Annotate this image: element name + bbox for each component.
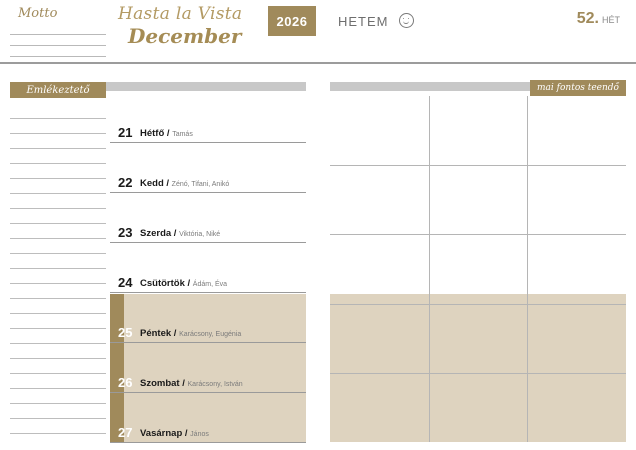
week-word-label: HETEM xyxy=(338,14,389,29)
month-title: December xyxy=(128,24,242,48)
motto-line[interactable] xyxy=(10,46,106,57)
reminder-line[interactable] xyxy=(10,359,106,374)
reminder-line[interactable] xyxy=(10,299,106,314)
day-namedays: Viktória, Niké xyxy=(179,231,221,238)
decorative-script-title: Hasta la Vista xyxy=(118,4,243,24)
day-row[interactable] xyxy=(110,142,306,193)
day-row[interactable] xyxy=(110,92,306,143)
day-name: Csütörtök / Ádám, Éva xyxy=(140,278,228,289)
day-name: Kedd / Zénó, Tifani, Anikó xyxy=(140,178,230,189)
week-number-value: 52. xyxy=(576,10,599,27)
reminder-line[interactable] xyxy=(10,344,106,359)
reminder-line[interactable] xyxy=(10,404,106,419)
day-namedays: Karácsony, István xyxy=(187,381,243,388)
day-row[interactable] xyxy=(110,392,306,443)
todo-shaded-area xyxy=(330,294,626,442)
reminder-line[interactable] xyxy=(10,374,106,389)
day-row[interactable] xyxy=(110,292,306,343)
day-row[interactable] xyxy=(110,242,306,293)
reminder-line[interactable] xyxy=(10,329,106,344)
reminder-line[interactable] xyxy=(10,179,106,194)
header-divider xyxy=(0,62,636,64)
day-namedays: Zénó, Tifani, Anikó xyxy=(171,181,230,188)
grid-vline xyxy=(527,96,528,442)
day-name: Vasárnap / János xyxy=(140,428,209,439)
todo-grid[interactable] xyxy=(330,96,626,442)
day-namedays: Ádám, Éva xyxy=(192,281,228,288)
grid-vline xyxy=(429,96,430,442)
reminder-tab xyxy=(10,82,106,98)
day-namedays: Tamás xyxy=(172,131,193,138)
day-namedays: János xyxy=(190,431,209,438)
reminder-line[interactable] xyxy=(10,134,106,149)
motto-line[interactable] xyxy=(10,24,106,35)
day-name: Hétfő / Tamás xyxy=(140,128,193,139)
reminder-line[interactable] xyxy=(10,104,106,119)
day-name: Péntek / Karácsony, Eugénia xyxy=(140,328,242,339)
day-row[interactable] xyxy=(110,342,306,393)
grid-hline xyxy=(330,165,626,166)
todo-tab xyxy=(530,80,626,96)
reminder-line[interactable] xyxy=(10,149,106,164)
reminder-line[interactable] xyxy=(10,284,106,299)
day-number: 27 xyxy=(118,425,133,440)
motto-line[interactable] xyxy=(10,35,106,46)
day-number: 26 xyxy=(118,375,133,390)
day-number: 22 xyxy=(118,175,133,190)
day-number: 25 xyxy=(118,325,133,340)
page-header xyxy=(0,0,636,62)
reminder-line[interactable] xyxy=(10,269,106,284)
reminder-tab-label: Emlékeztető xyxy=(26,84,90,96)
smiley-face-icon xyxy=(399,13,414,28)
reminder-line[interactable] xyxy=(10,164,106,179)
day-number: 21 xyxy=(118,125,133,140)
motto-write-lines[interactable] xyxy=(10,24,106,57)
day-number: 23 xyxy=(118,225,133,240)
day-name: Szerda / Viktória, Niké xyxy=(140,228,221,239)
week-number-suffix: HÉT xyxy=(602,15,620,25)
reminder-line[interactable] xyxy=(10,389,106,404)
reminder-write-lines[interactable] xyxy=(10,104,106,434)
day-row[interactable] xyxy=(110,192,306,243)
day-name: Szombat / Karácsony, István xyxy=(140,378,243,389)
todo-tab-label: mai fontos teendő xyxy=(537,83,619,93)
left-grey-bar xyxy=(106,82,306,91)
reminder-line[interactable] xyxy=(10,209,106,224)
week-number xyxy=(577,10,620,28)
year-badge: 2026 xyxy=(268,6,316,36)
grid-hline xyxy=(330,373,626,374)
day-number: 24 xyxy=(118,275,133,290)
reminder-line[interactable] xyxy=(10,419,106,434)
day-list xyxy=(110,92,306,442)
reminder-line[interactable] xyxy=(10,119,106,134)
reminder-line[interactable] xyxy=(10,254,106,269)
reminder-line[interactable] xyxy=(10,194,106,209)
grid-hline xyxy=(330,304,626,305)
reminder-line[interactable] xyxy=(10,239,106,254)
reminder-line[interactable] xyxy=(10,224,106,239)
motto-label: Motto xyxy=(18,6,58,21)
reminder-line[interactable] xyxy=(10,314,106,329)
day-namedays: Karácsony, Eugénia xyxy=(179,331,242,338)
grid-hline xyxy=(330,234,626,235)
